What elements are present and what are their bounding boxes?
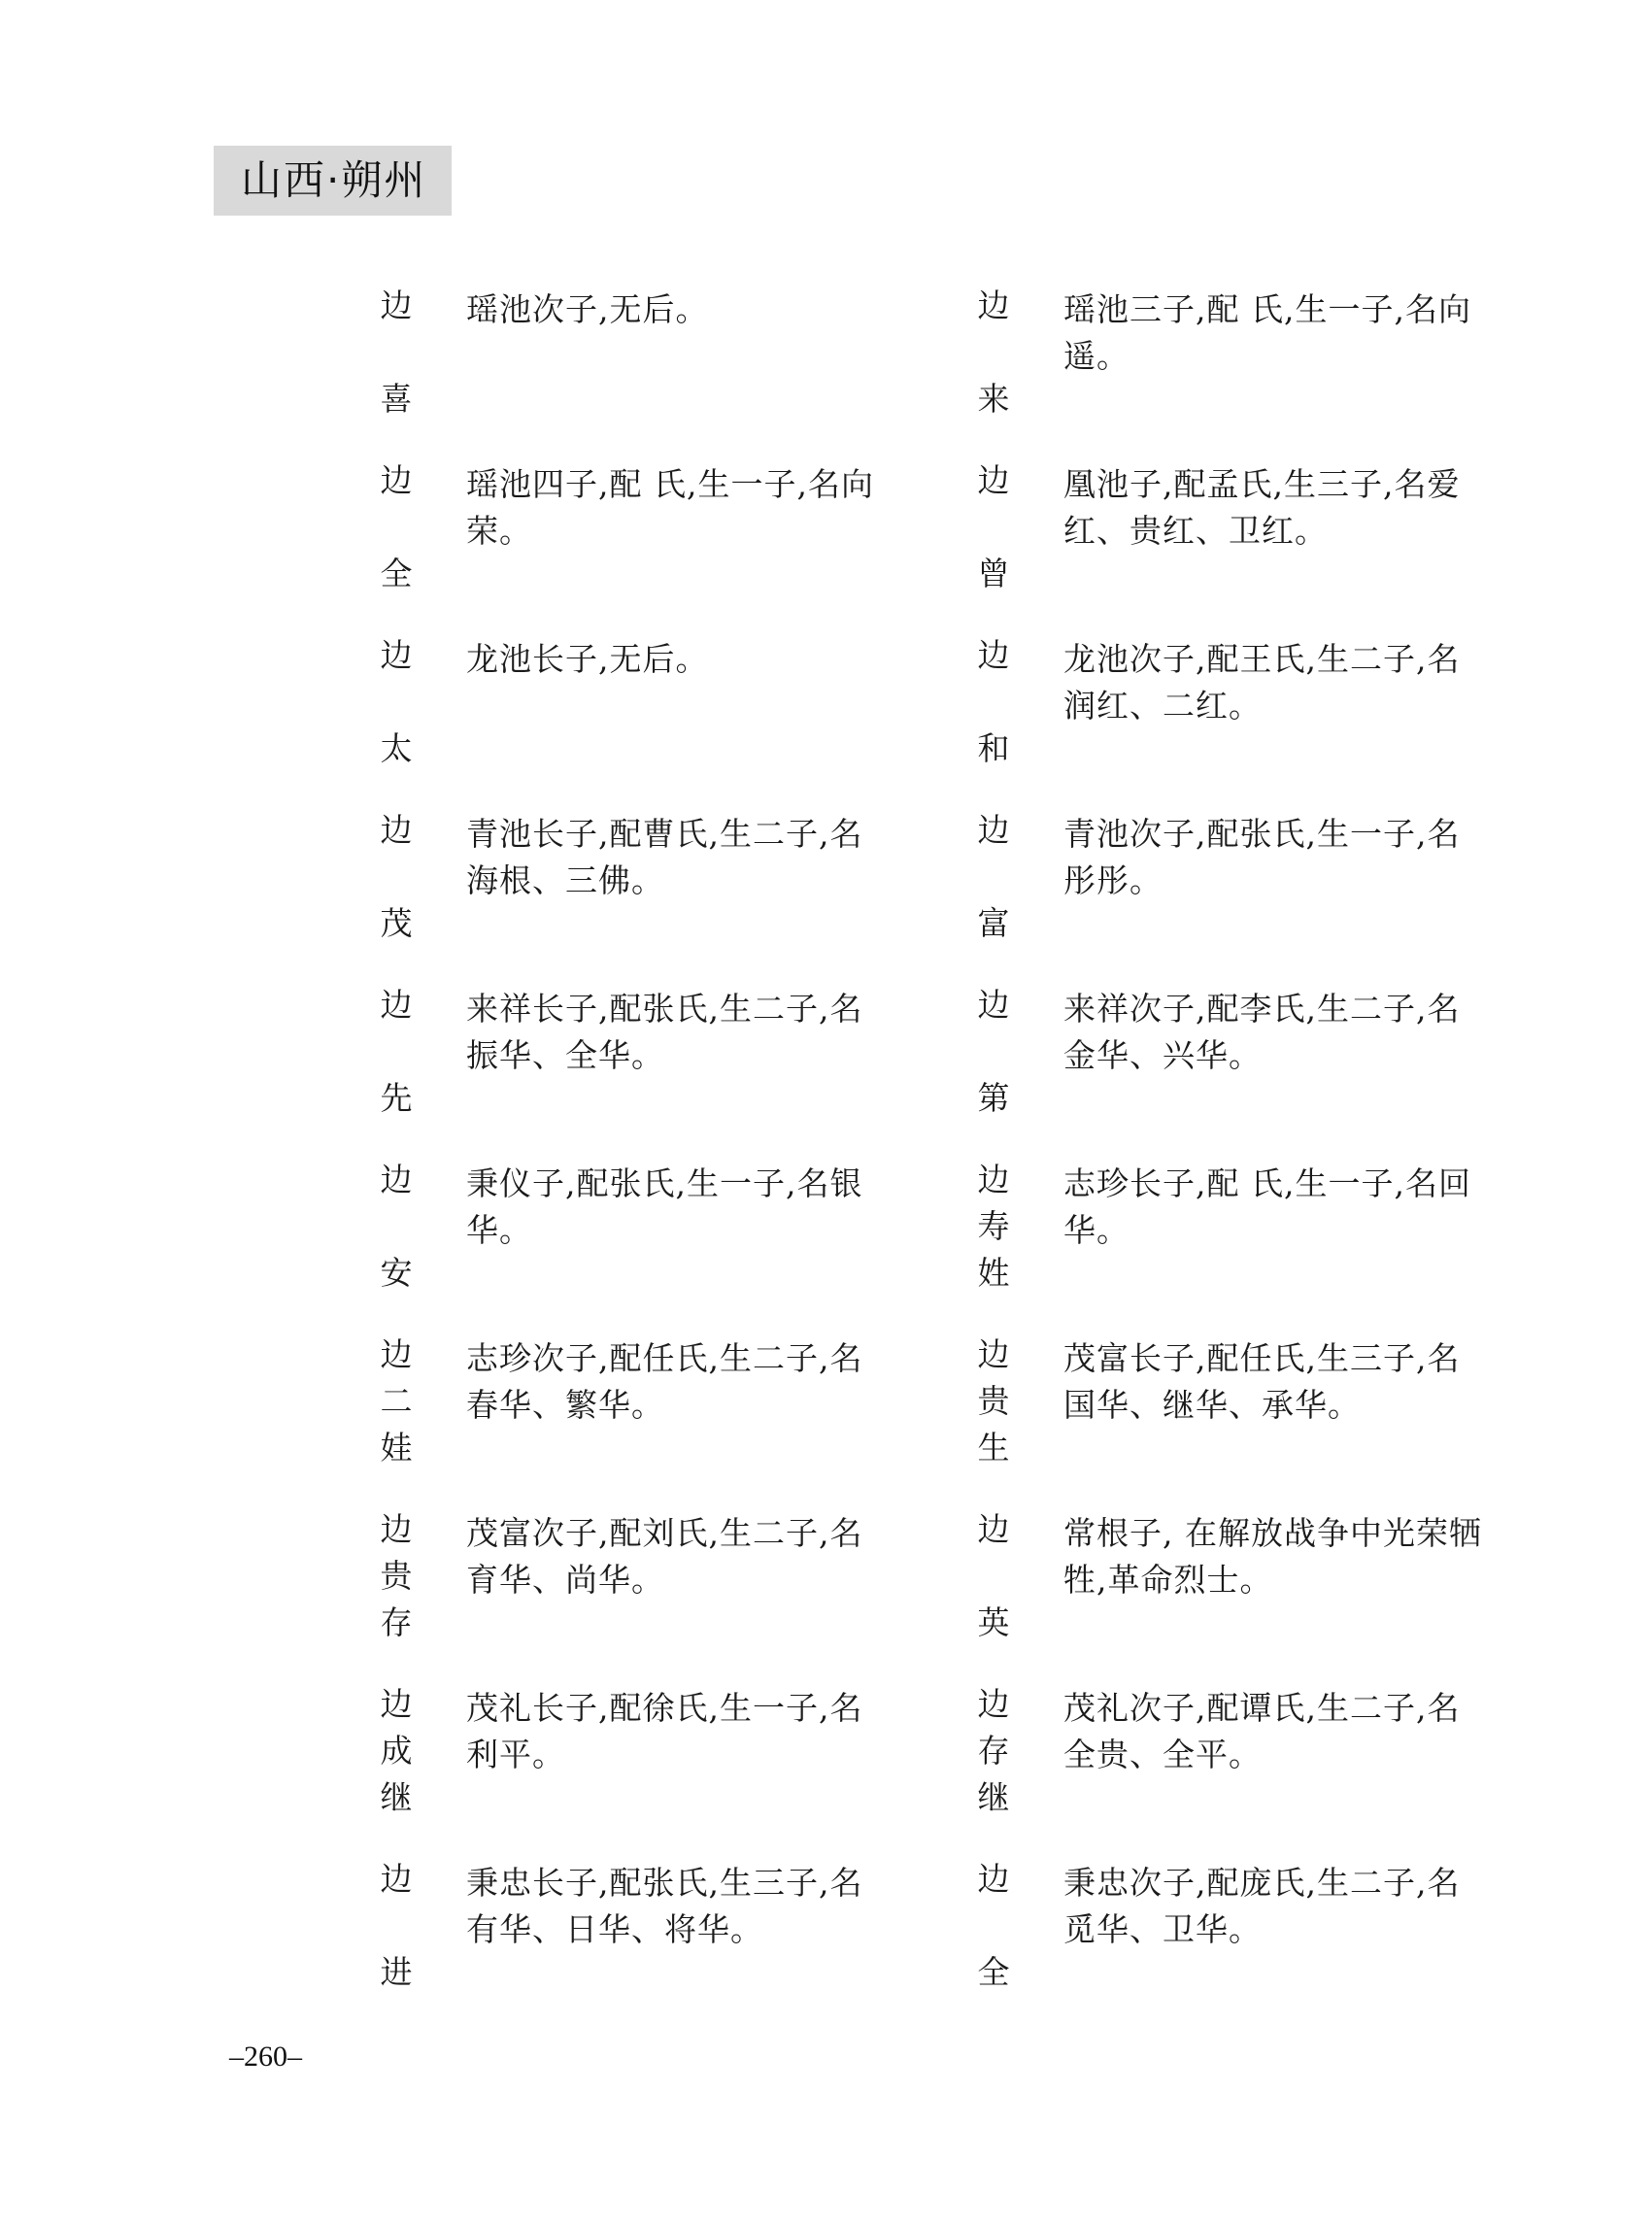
person-name-char: 边 — [977, 287, 1010, 324]
person-name-char: 边 — [977, 811, 1010, 849]
person-name-char: 全 — [977, 1953, 1010, 1991]
person-name-char: 边 — [977, 1161, 1010, 1198]
person-name-char: 全 — [380, 555, 413, 592]
genealogy-entry — [974, 1510, 1518, 1646]
person-name-char: 姓 — [977, 1254, 1010, 1292]
genealogy-entry — [974, 1860, 1518, 1996]
person-description: 志珍次子,配任氏,生二子,名春华、繁华。 — [466, 1339, 863, 1424]
person-name-char: 继 — [977, 1778, 1010, 1816]
genealogy-entry — [974, 1161, 1518, 1297]
genealogy-entry — [377, 1161, 921, 1297]
person-description: 龙池次子,配王氏,生二子,名润红、二红。 — [1063, 640, 1461, 725]
person-name-char: 边 — [380, 461, 413, 499]
person-name-char: 边 — [380, 636, 413, 674]
genealogy-entry — [974, 1685, 1518, 1821]
person-name-char: 生 — [977, 1429, 1010, 1467]
person-description: 凰池子,配孟氏,生三子,名爱红、贵红、卫红。 — [1063, 465, 1461, 550]
person-name-char: 边 — [380, 287, 413, 324]
person-description: 常根子, 在解放战争中光荣牺牲,革命烈士。 — [1063, 1514, 1482, 1599]
person-description: 青池次子,配张氏,生一子,名彤彤。 — [1063, 815, 1461, 899]
person-description: 茂富长子,配任氏,生三子,名国华、继华、承华。 — [1063, 1339, 1461, 1424]
genealogy-entry — [377, 986, 921, 1122]
person-name-char: 曾 — [977, 555, 1010, 592]
person-name-char: 边 — [380, 1685, 413, 1723]
genealogy-entry — [974, 1335, 1518, 1471]
person-name-char: 二 — [380, 1382, 413, 1420]
genealogy-entry — [974, 811, 1518, 947]
genealogy-entry — [974, 636, 1518, 772]
person-description: 秉仪子,配张氏,生一子,名银华。 — [466, 1164, 863, 1249]
person-description: 来祥长子,配张氏,生二子,名振华、全华。 — [466, 990, 863, 1074]
person-name-char: 来 — [977, 380, 1010, 418]
person-name-char: 先 — [380, 1079, 413, 1117]
person-description: 青池长子,配曹氏,生二子,名海根、三佛。 — [466, 815, 863, 899]
person-name-char: 边 — [380, 986, 413, 1024]
page-header-title: 山西·朔州 — [241, 156, 427, 204]
genealogy-entry — [974, 986, 1518, 1122]
person-name-char: 边 — [977, 636, 1010, 674]
person-description: 瑶池四子,配 氏,生一子,名向荣。 — [466, 465, 874, 550]
person-description: 瑶池次子,无后。 — [466, 290, 709, 328]
person-description: 志珍长子,配 氏,生一子,名回华。 — [1063, 1164, 1471, 1249]
person-name-char: 娃 — [380, 1429, 413, 1467]
person-description: 瑶池三子,配 氏,生一子,名向遥。 — [1063, 290, 1471, 375]
person-description: 茂礼长子,配徐氏,生一子,名利平。 — [466, 1689, 863, 1773]
person-name-char: 喜 — [380, 380, 413, 418]
genealogy-entry — [377, 1685, 921, 1821]
genealogy-entry — [377, 636, 921, 772]
person-name-char: 边 — [977, 1335, 1010, 1373]
person-name-char: 边 — [380, 1335, 413, 1373]
genealogy-entry — [377, 811, 921, 947]
person-description: 茂富次子,配刘氏,生二子,名育华、尚华。 — [466, 1514, 863, 1599]
person-description: 来祥次子,配李氏,生二子,名金华、兴华。 — [1063, 990, 1461, 1074]
person-description: 茂礼次子,配谭氏,生二子,名全贵、全平。 — [1063, 1689, 1461, 1773]
genealogy-entry — [377, 461, 921, 597]
person-name-char: 边 — [380, 1510, 413, 1548]
person-name-char: 寿 — [977, 1207, 1010, 1245]
genealogy-entry — [974, 461, 1518, 597]
person-name-char: 边 — [380, 811, 413, 849]
person-name-char: 茂 — [380, 904, 413, 942]
person-name-char: 边 — [977, 986, 1010, 1024]
person-name-char: 英 — [977, 1603, 1010, 1641]
person-name-char: 贵 — [380, 1557, 413, 1595]
person-name-char: 边 — [977, 1685, 1010, 1723]
genealogy-entry — [377, 1860, 921, 1996]
genealogy-entry — [974, 287, 1518, 422]
person-name-char: 安 — [380, 1254, 413, 1292]
person-name-char: 存 — [380, 1603, 413, 1641]
person-name-char: 太 — [380, 729, 413, 767]
person-description: 秉忠长子,配张氏,生三子,名有华、日华、将华。 — [466, 1864, 863, 1948]
person-name-char: 存 — [977, 1732, 1010, 1770]
person-name-char: 贵 — [977, 1382, 1010, 1420]
person-name-char: 边 — [977, 1860, 1010, 1898]
person-name-char: 边 — [380, 1860, 413, 1898]
person-name-char: 成 — [380, 1732, 413, 1770]
person-name-char: 和 — [977, 729, 1010, 767]
genealogy-entry — [377, 1335, 921, 1471]
person-name-char: 边 — [380, 1161, 413, 1198]
person-name-char: 富 — [977, 904, 1010, 942]
page-number: –260– — [229, 2040, 302, 2073]
person-description: 秉忠次子,配庞氏,生二子,名觅华、卫华。 — [1063, 1864, 1461, 1948]
person-name-char: 继 — [380, 1778, 413, 1816]
person-description: 龙池长子,无后。 — [466, 640, 709, 678]
person-name-char: 第 — [977, 1079, 1010, 1117]
person-name-char: 边 — [977, 461, 1010, 499]
genealogy-entry — [377, 1510, 921, 1646]
person-name-char: 进 — [380, 1953, 413, 1991]
genealogy-entry — [377, 287, 921, 422]
person-name-char: 边 — [977, 1510, 1010, 1548]
